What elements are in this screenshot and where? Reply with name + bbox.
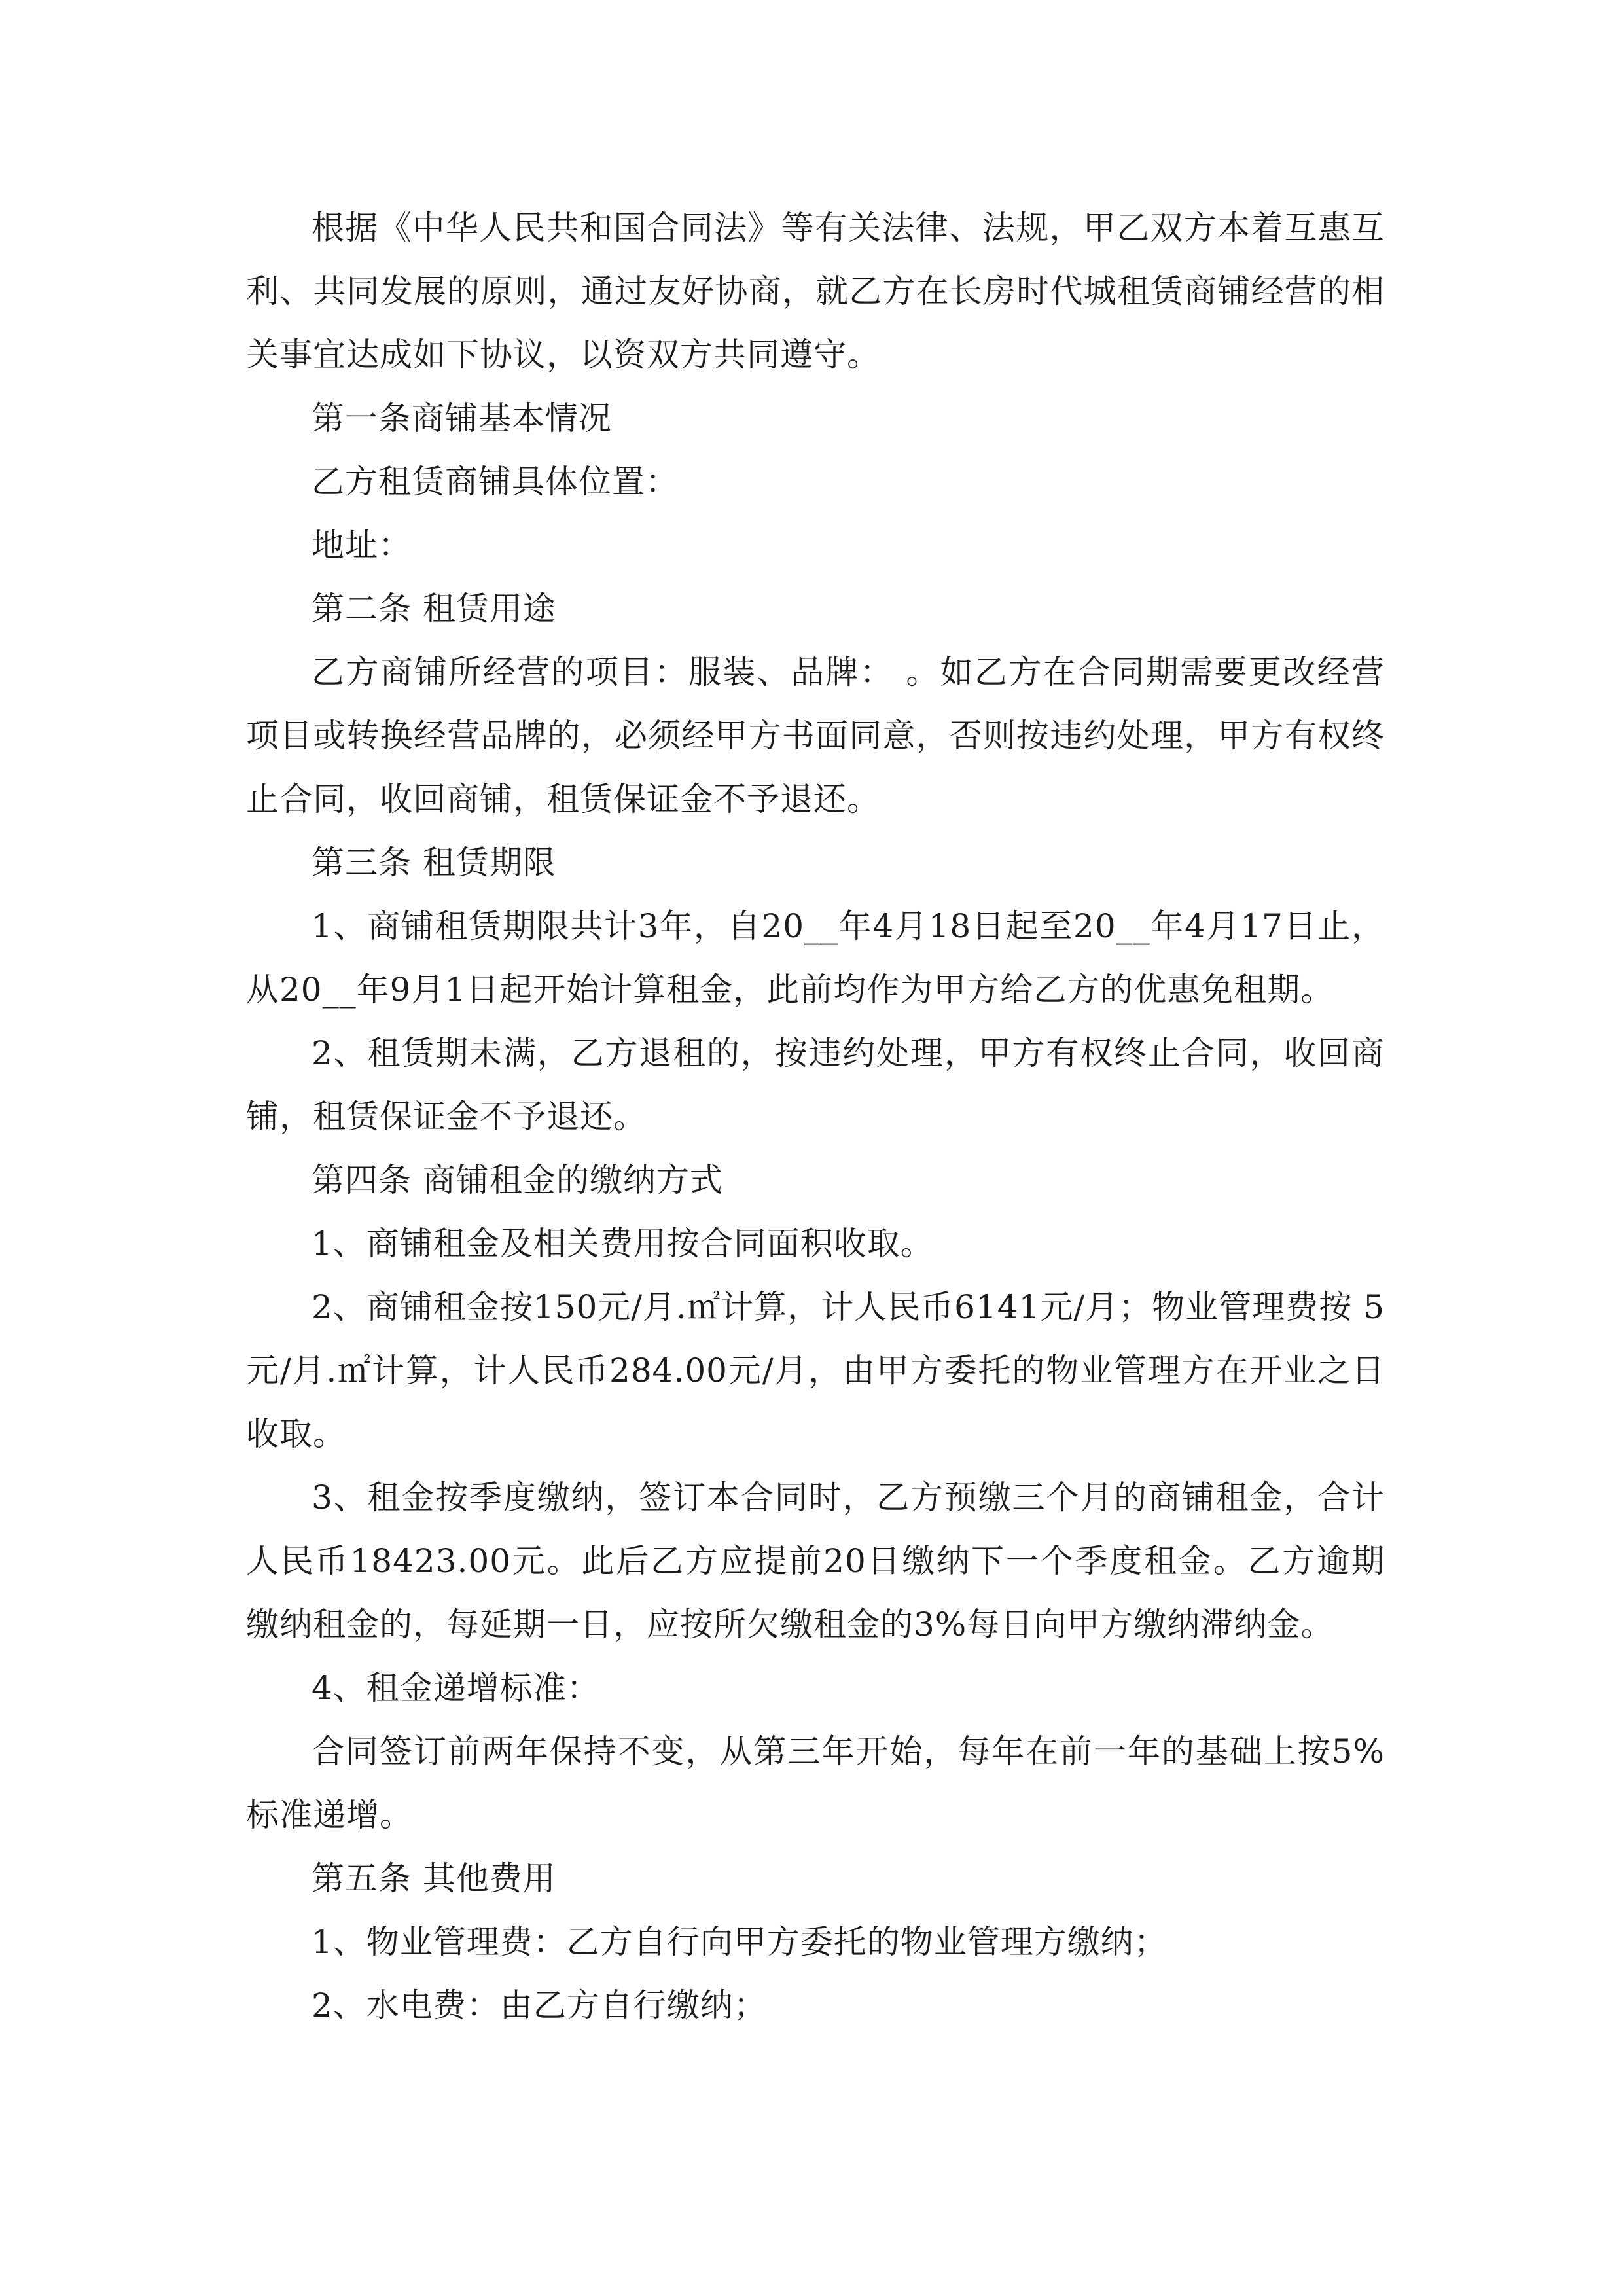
address-line: 地址： xyxy=(312,526,412,564)
other-fees-clause-1: 1、物业管理费：乙方自行向甲方委托的物业管理方缴纳； xyxy=(312,1923,1168,1961)
rent-increase-paragraph: 合同签订前两年保持不变，从第三年开始，每年在前一年的基础上按5%标准递增。 xyxy=(246,1732,1385,1834)
article-3-heading: 第三条 租赁期限 xyxy=(312,844,556,882)
rent-clause-4: 4、租金递增标准： xyxy=(312,1669,600,1707)
preamble-paragraph: 根据《中华人民共和国合同法》等有关法律、法规，甲乙双方本着互惠互利、共同发展的原则，通过友好协商，就乙方在长房时代城租赁商铺经营的相关事宜达成如下协议，以资双方共同遵守。 xyxy=(246,209,1385,374)
lease-term-clause-1: 1、商铺租赁期限共计3年，自20__年4月18日起至20__年4月17日止，从20__年9月1日起开始计算租金，此前均作为甲方给乙方的优惠免租期。 xyxy=(246,907,1385,1009)
shop-location-line: 乙方租赁商铺具体位置： xyxy=(312,463,679,501)
article-1-heading: 第一条商铺基本情况 xyxy=(312,399,612,437)
other-fees-clause-2: 2、水电费：由乙方自行缴纳； xyxy=(312,1986,767,2024)
article-5-heading: 第五条 其他费用 xyxy=(312,1859,556,1897)
article-2-heading: 第二条 租赁用途 xyxy=(312,590,556,628)
lease-term-clause-2: 2、租赁期未满，乙方退租的，按违约处理，甲方有权终止合同，收回商铺，租赁保证金不予退还。 xyxy=(246,1034,1385,1136)
rent-clause-2: 2、商铺租金按150元/月.㎡计算，计人民币6141元/月；物业管理费按 5元/月.㎡计算，计人民币284.00元/月，由甲方委托的物业管理方在开业之日收取。 xyxy=(246,1288,1385,1453)
rent-clause-1: 1、商铺租金及相关费用按合同面积收取。 xyxy=(312,1225,934,1263)
article-4-heading: 第四条 商铺租金的缴纳方式 xyxy=(312,1161,723,1199)
rent-clause-3: 3、租金按季度缴纳，签订本合同时，乙方预缴三个月的商铺租金，合计人民币18423.00元。此后乙方应提前20日缴纳下一个季度租金。乙方逾期缴纳租金的，每延期一日，应按所欠缴租金的3%每日向甲方缴纳滞纳金。 xyxy=(246,1479,1385,1643)
document-body xyxy=(246,196,1385,2037)
usage-paragraph: 乙方商铺所经营的项目：服装、品牌： 。如乙方在合同期需要更改经营项目或转换经营品牌的，必须经甲方书面同意，否则按违约处理，甲方有权终止合同，收回商铺，租赁保证金不予退还。 xyxy=(246,653,1385,818)
